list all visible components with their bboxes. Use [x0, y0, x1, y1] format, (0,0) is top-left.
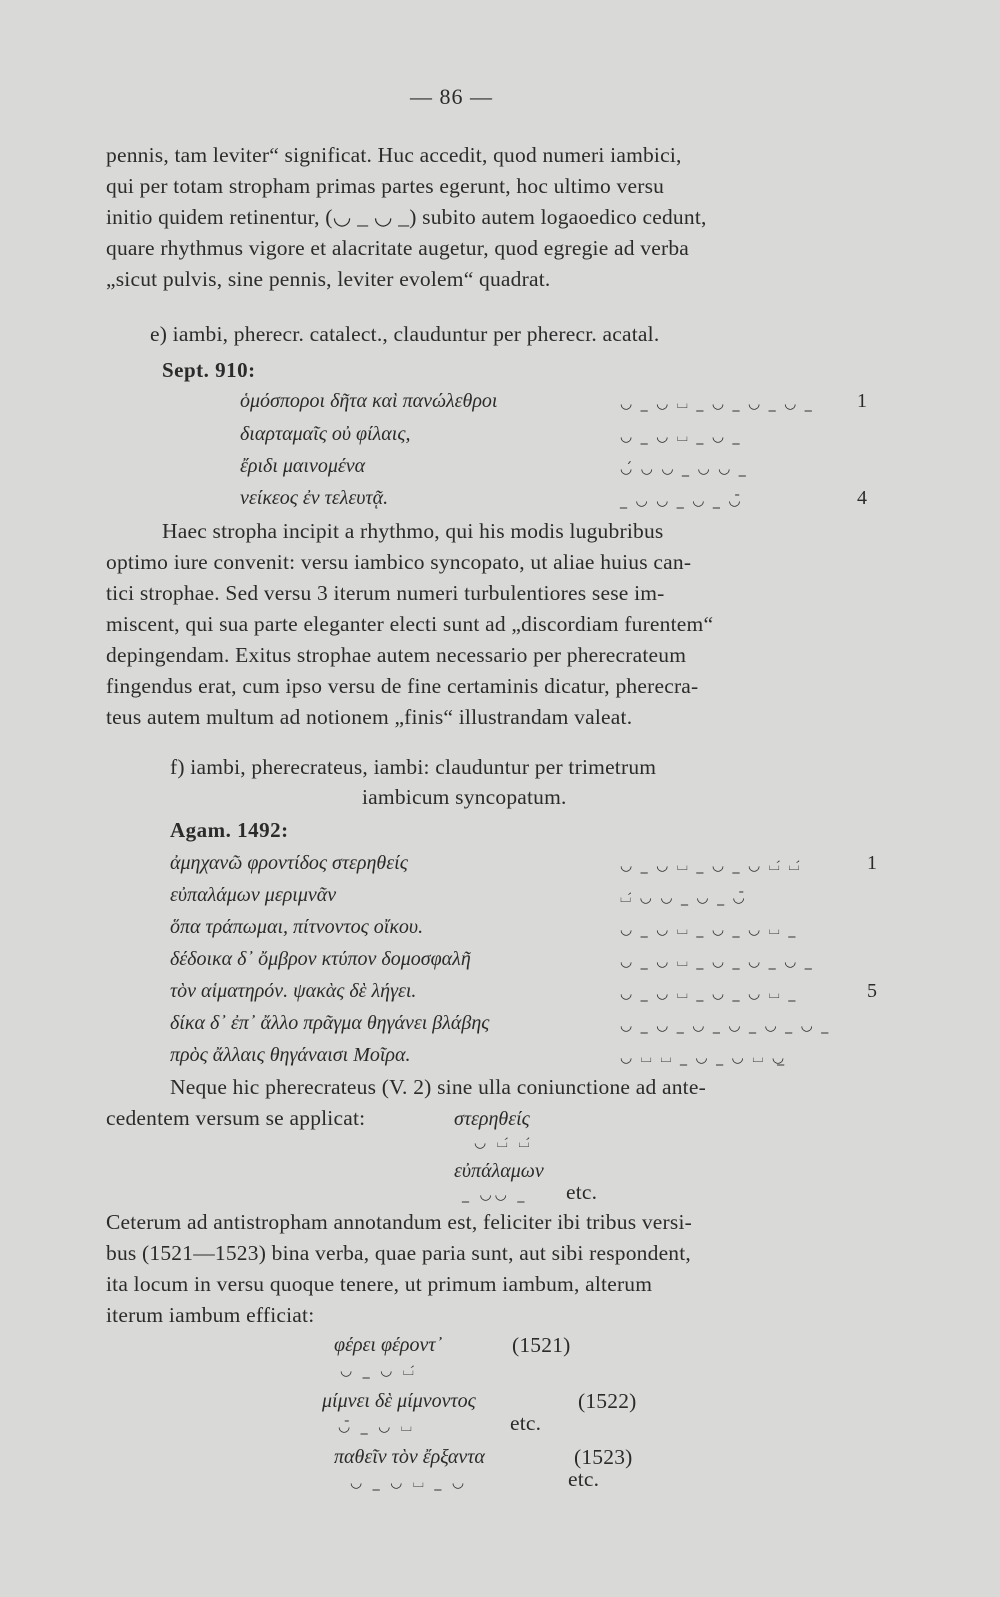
meter-scheme: ◡ _ ◡ ⌴ _ ◡ _ ◡ ⌴ _ — [620, 986, 798, 1002]
etc-label: etc. — [566, 1180, 598, 1204]
meter-scheme: ◡ _ ◡ ⌴́ — [340, 1363, 417, 1379]
meter-scheme: ◡́ ◡ ◡ _ ◡ ◡ _ — [620, 461, 748, 477]
meter-scheme: ◡ _ ◡ ⌴ _ ◡ _ ◡ _ ◡ _ — [620, 954, 814, 970]
verse-number: 5 — [867, 980, 877, 1002]
text-line: pennis, tam leviter“ significat. Huc accedit, quod numeri iambici, — [106, 143, 682, 167]
etc-label: etc. — [510, 1411, 542, 1435]
meter-scheme: _ ◡ ◡ _ ◡ _ ◡̄ — [620, 493, 743, 509]
greek-example: μίμνει δὲ μίμνοντος — [322, 1390, 476, 1412]
meter-scheme: ◡ ⌴́ ⌴́ — [474, 1135, 533, 1151]
section-e-heading: e) iambi, pherecr. catalect., clauduntur per pherecr. acatal. — [150, 322, 660, 346]
meter-scheme: ⌴́ ◡ ◡ _ ◡ _ ◡̄ — [620, 890, 747, 906]
text-line: „sicut pulvis, sine pennis, leviter evolem“ quadrat. — [106, 267, 551, 291]
agam-reference: Agam. 1492: — [170, 818, 289, 842]
greek-verse: ὅπα τράπωμαι, πίτνοντος οἴκου. — [170, 916, 424, 938]
greek-verse: ἀμηχανῶ φροντίδος στερηθείς — [170, 852, 408, 874]
section-f-heading-cont: iambicum syncopatum. — [362, 785, 567, 809]
greek-verse: ἔριδι μαινομένα — [240, 455, 366, 477]
text-line: optimo iure convenit: versu iambico syncopato, ut aliae huius can- — [106, 550, 692, 574]
greek-example: παθεῖν τὸν ἔρξαντα — [334, 1446, 485, 1468]
greek-verse: τὸν αἱματηρόν. ψακὰς δὲ λήγει. — [170, 980, 417, 1002]
text-line: miscent, qui sua parte eleganter electi sunt ad „discordiam furentem“ — [106, 612, 714, 636]
text-line: quare rhythmus vigore et alacritate augetur, quod egregie ad verba — [106, 236, 690, 260]
sept-reference: Sept. 910: — [162, 358, 256, 382]
greek-verse: πρὸς ἄλλαις θηγάναισι Μοῖρα. — [170, 1044, 411, 1066]
verse-reference: (1521) — [512, 1333, 571, 1357]
text-line: fingendus erat, cum ipso versu de fine certaminis dicatur, pherecra- — [106, 674, 699, 698]
greek-verse: δέδοικα δ᾽ ὄμβρον κτύπον δομοσφαλῆ — [170, 948, 471, 970]
text-line: Neque hic pherecrateus (V. 2) sine ulla coniunctione ad ante- — [170, 1075, 706, 1099]
greek-example: φέρει φέροντ᾽ — [334, 1334, 443, 1356]
greek-verse: δίκα δ᾽ ἐπ᾽ ἄλλο πρᾶγμα θηγάνει βλάβης — [170, 1012, 490, 1034]
section-f-heading: f) iambi, pherecrateus, iambi: clauduntur per trimetrum — [170, 755, 657, 779]
meter-scheme: ◡ ⌴ ⌴ _ ◡ _ ◡ ⌴ ◡̲ — [620, 1050, 787, 1066]
page-number: — 86 — — [410, 84, 493, 109]
greek-word: εὐπάλαμων — [454, 1160, 544, 1182]
meter-scheme: ◡ _ ◡ ⌴ _ ◡ _ — [620, 429, 742, 445]
text-line: cedentem versum se applicat: — [106, 1106, 366, 1130]
text-line: qui per totam stropham primas partes egerunt, hoc ultimo versu — [106, 174, 665, 198]
text-line: tici strophae. Sed versu 3 iterum numeri turbulentiores sese im- — [106, 581, 665, 605]
etc-label: etc. — [568, 1467, 600, 1491]
verse-number: 1 — [867, 852, 877, 874]
meter-scheme: ◡ _ ◡ ⌴ _ ◡ — [350, 1475, 468, 1491]
greek-verse: εὐπαλάμων μεριμνᾶν — [170, 884, 337, 906]
meter-scheme: ◡ _ ◡ ⌴ _ ◡ _ ◡ _ ◡ _ — [620, 396, 814, 412]
text-line: iterum iambum efficiat: — [106, 1303, 315, 1327]
meter-scheme: ◡ _ ◡ _ ◡ _ ◡ _ ◡ _ ◡ _ — [620, 1018, 831, 1034]
verse-reference: (1522) — [578, 1389, 637, 1413]
meter-scheme: _ ◡◡ _ — [462, 1187, 528, 1203]
text-line: teus autem multum ad notionem „finis“ illustrandam valeat. — [106, 705, 633, 729]
greek-verse: διαρταμαῖς οὐ φίλαις, — [240, 423, 411, 445]
greek-verse: νείκεος ἐν τελευτᾷ. — [240, 487, 389, 509]
meter-scheme: ◡ _ ◡ ⌴ _ ◡ _ ◡ ⌴ _ — [620, 922, 798, 938]
text-line: depingendam. Exitus strophae autem necessario per pherecrateum — [106, 643, 687, 667]
greek-word: στερηθείς — [454, 1108, 530, 1130]
meter-scheme: ◡̄ _ ◡ ⌴ — [338, 1419, 415, 1435]
text-line: initio quidem retinentur, (◡ _ ◡ _) subito autem logaoedico cedunt, — [106, 205, 707, 229]
meter-scheme: ◡ _ ◡ ⌴ _ ◡ _ ◡ ⌴́ ⌴́ — [620, 858, 802, 874]
verse-number: 1 — [857, 390, 867, 412]
text-line: bus (1521—1523) bina verba, quae paria sunt, aut sibi respondent, — [106, 1241, 692, 1265]
verse-reference: (1523) — [574, 1445, 633, 1469]
text-line: Haec stropha incipit a rhythmo, qui his modis lugubribus — [162, 519, 664, 543]
verse-number: 4 — [857, 487, 867, 509]
text-line: Ceterum ad antistropham annotandum est, feliciter ibi tribus versi- — [106, 1210, 692, 1234]
greek-verse: ὁμόσποροι δῆτα καὶ πανώλεθροι — [240, 390, 498, 412]
text-line: ita locum in versu quoque tenere, ut primum iambum, alterum — [106, 1272, 653, 1296]
